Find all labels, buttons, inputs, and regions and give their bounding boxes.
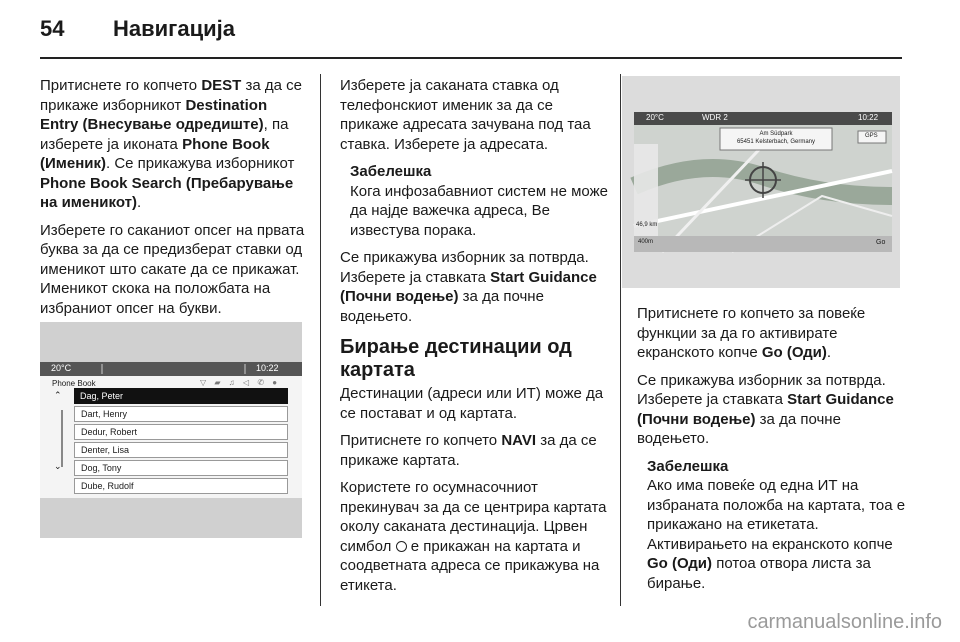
map-temp: 20°C [646,113,664,122]
list-item[interactable]: Dedur, Robert [74,424,288,440]
section-heading: Бирање дестинации од картата [340,336,572,381]
distance-readout: 46,9 km [636,222,658,228]
map-scale: 400m [638,239,654,245]
phonebook-screenshot [40,322,302,538]
go-button[interactable]: Go [876,239,886,246]
column-3 [637,304,912,601]
page-header [40,16,235,42]
scroll-down-icon[interactable]: ⌄ [54,461,62,471]
list-item[interactable]: Dag, Peter [74,388,288,404]
page-number: 54 [40,16,65,41]
cursor-symbol-icon [396,541,407,552]
column-1 [40,76,308,326]
status-temp: 20°C [51,363,72,373]
column-divider-1 [320,74,321,606]
column-2 [340,76,610,603]
status-icons: ▽ ▰ ♫ ◁ ✆ ● [200,378,281,387]
column-divider-2 [620,74,621,606]
paragraph: Се прикажува изборник за потврда. Изберете ја ставката Start Guidance (Почни водење) за да почне водењето. [637,371,894,447]
map-screenshot [622,76,900,288]
paragraph: Дестинации (адреси или ИТ) може да се поставaт и од картата. [340,385,604,422]
list-item[interactable]: Dube, Rudolf [74,478,288,494]
note-title: Забелешка [350,163,432,180]
scroll-up-icon[interactable]: ⌃ [54,390,62,400]
paragraph: Изберете ја саканата ставка од телефонскиот именик за да се прикаже адресата зачувана под таа ставка. Изберете ја адресата. [340,77,591,153]
list-item[interactable]: Denter, Lisa [74,442,288,458]
list-item[interactable]: Dart, Henry [74,406,288,422]
note-title: Забелешка [647,457,729,475]
gps-button[interactable]: GPS [865,133,878,139]
status-time: 10:22 [256,363,279,373]
paragraph: Користете го осумнасочниот прекинувач за да се центрира картата околу саканата дестинација. Црвен симбол е прикажан на картата и соодветната адреса се прикажува на етикета. [340,479,607,594]
phonebook-list [74,388,288,494]
map-time: 10:22 [858,113,879,122]
paragraph: Притиснете го копчето за повеќе функции за да го активирате екранското копче Go (Оди). [637,305,866,361]
address-label: Am Südpark 65451 Kelsterbach, Germany [736,131,816,145]
note-box [637,457,912,594]
paragraph: Се прикажува изборник за потврда. Изберете ја ставката Start Guidance (Почни водење) за да почне водењето. [340,249,597,325]
paragraph: Изберете го саканиот опсег на првата буква за да се предизберат ставки од именикот што сакате да се прикажат. Именикот скока на положбата на избраниот опсег на букви. [40,221,305,317]
paragraph: Притиснете го копчето NAVI за да се прикаже картата. [340,432,597,469]
list-item[interactable]: Dog, Tony [74,460,288,476]
map-view [622,76,900,288]
header-rule [40,57,902,59]
watermark: carmanualsonline.info [747,611,942,633]
note-text: Ако има повеќе од една ИТ на избраната положба на картата, тоа е прикажано на етикетата. Активирањето на екранското копче Go (Оди) потоа отвора листа за бирање. [647,477,906,592]
page-title: Навигација [113,16,235,41]
phonebook-title: Phone Book [52,379,96,388]
map-radio: WDR 2 [702,113,728,122]
paragraph: Притиснете го копчето DEST за да се прикаже изборникот Destination Entry (Внесување одредиште), па изберете ја иконата Phone Book (Именик). Се прикажува изборникот Phone Book Search (Пребарување на именикот). [40,77,302,211]
note-box [340,162,610,240]
note-text: Кога инфозабавниот систем не може да најде важечка адреса, Ве известува порака. [350,182,608,239]
